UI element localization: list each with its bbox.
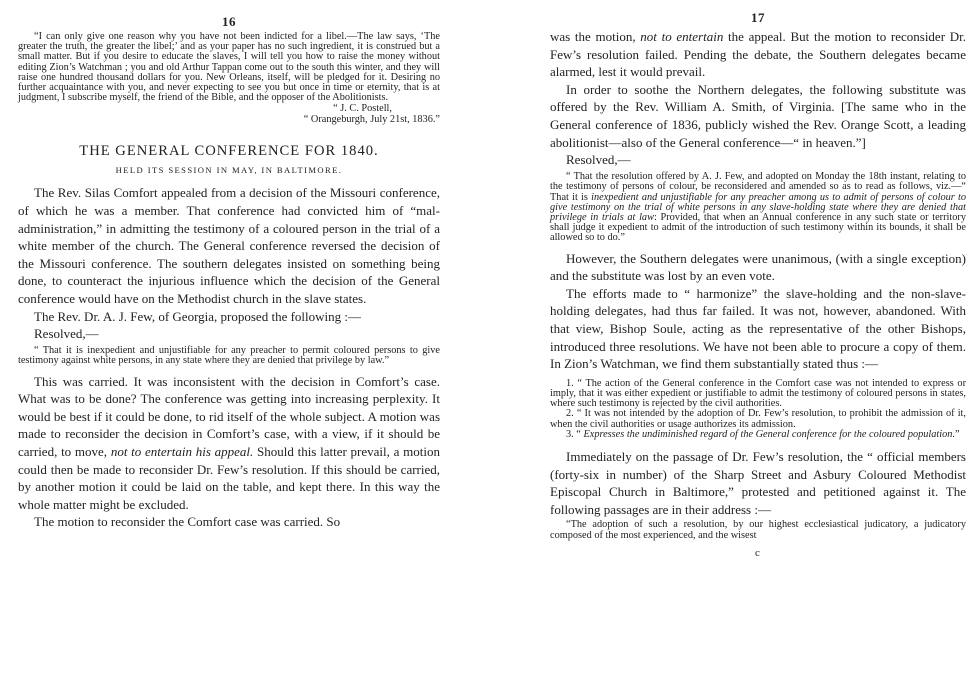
left-page (18, 0, 440, 531)
paragraph (18, 373, 440, 514)
paragraph: The Rev. Dr. A. J. Few, of Georgia, proposed the following :— (34, 308, 361, 324)
paragraph: The Rev. Silas Comfort appealed from a decision of the Missouri conference, of which he was a member. That conference had convicted him of “mal-administration,” in admitting the testimony of a coloured person in the trial of a white member of the church. The General conference reversed the decision of the Missouri conference. The southern delegates insisted on something being done, to counteract the injurious influence which the decision of the General conference would have on the Methodist church in the slave states. (18, 185, 440, 306)
emphasis-text: not to entertain (640, 29, 724, 44)
resolved-label: Resolved,— (34, 326, 99, 342)
text-run: was the motion, (550, 29, 641, 44)
right-page (550, 0, 966, 559)
paragraph: The efforts made to “ harmonize” the slave-holding and the non-slave-holding delegates, had thus far failed. It was not, however, abandoned. With that view, Bishop Soule, acting as the representative of the other Bishops, introduced three resolutions. We have not been able to procure a copy of them. In Zion’s Watchman, we find them substantially stated thus :— (550, 285, 966, 372)
section-subtitle: HELD ITS SESSION IN MAY, IN BALTIMORE. (115, 165, 343, 176)
text-run: the appeal. But the motion to reconsider Dr. Few’s resolution failed. Pending the debate, the Southern delegates became alarmed, lest it would prevail. (550, 29, 966, 80)
text-run: 3. “ (566, 428, 584, 440)
text-run: Should this latter prevail, a motion could then be made to reconsider Dr. Few’s resolution. If this should be carried, by another motion it could be laid on the table, and kept there. In this way the whole matter might be excluded. (18, 443, 440, 512)
section-title: THE GENERAL CONFERENCE FOR 1840. (79, 143, 379, 160)
emphasis-text: inexpedient and unjustifiable for any preacher among us to admit of persons of colour to give testimony on the trial of white persons in any slave-holding state where they are denied that privilege in trials at law (550, 191, 967, 223)
paragraph: Immediately on the passage of Dr. Few’s resolution, the “ official members (forty-six in number) of the Sharp Street and Asbury Coloured Methodist Episcopal Church in Baltimore,” protested and petitioned against it. The following passages are in their address :— (550, 448, 966, 517)
resolution-item: 2. “ It was not intended by the adoption of Dr. Few’s resolution, to prohibit the admission of it, when the civil authorities or usage authorizes its admission. (550, 408, 966, 430)
paragraph: However, the Southern delegates were unanimous, (with a single exception) and the substitute was lost by an even vote. (550, 250, 966, 284)
resolution-item: 1. “ The action of the General conference in the Comfort case was not intended to express or imply, that it was either expedient or justifiable to admit the testimony of coloured persons in states, where such testimony is rejected by the civil authorities. (550, 377, 966, 410)
page-number: 16 (222, 14, 236, 29)
text-run: This was carried. It was inconsistent with the decision in Comfort’s case. What was to be done? The conference was getting into increasing perplexity. It would be best if it could be done, to rid itself of the whole subject. A motion was made to reconsider the decision in Comfort’s case, with a view, if it should be carried, to move, (18, 373, 440, 459)
text-run: “ That the resolution offered by A. J. Few, and adopted on Monday the 18th instant, relating to the testimony of persons of colour, be reconsidered and amended so as to read as follows, viz.—“ That it is (550, 171, 966, 203)
paragraph: In order to soothe the Northern delegates, the following substitute was offered by the Rev. William A. Smith, of Virginia. [The same who in the General conference of 1836, publicly wished the Rev. Orange Scott, a leading abolitionist—also of the General conference—“ in heaven.”] (550, 81, 966, 150)
resolution-quote (550, 172, 966, 243)
emphasis-text: Expresses the undiminished regard of the General conference for the coloured population. (583, 428, 956, 440)
signature-mark: c (755, 546, 761, 559)
text-run: ” (955, 428, 960, 440)
paragraph (550, 28, 966, 81)
signature-place: “ Orangeburgh, July 21st, 1836.” (303, 114, 440, 126)
quote-paragraph: “I can only give one reason why you have not been indicted for a libel.—The law says, ‘The greater the truth, the greater the libel;’ and as your paper has no such ingredient, it is construed but a small matter. But if you desire to educate the slaves, I will tell you how to raise the money without editing Zion’s Watchman ; you and old Arthur Tappan come out to the south this winter, and they will raise one hundred thousand dollars for you. New Orleans, itself, will be pledged for it. Desiring no further acquaintance with you, and never expecting to see you but once in time or eternity, that is at judgment, I subscribe myself, the friend of the Bible, and the opposer of the Abolitionists. (18, 31, 440, 104)
paragraph: The motion to reconsider the Comfort case was carried. So (34, 514, 341, 530)
page-number: 17 (751, 10, 765, 25)
address-quote: “The adoption of such a resolution, by our highest ecclesiastical judicatory, a judicatory composed of the most experienced, and the wisest (550, 519, 966, 541)
resolution-quote: “ That it is inexpedient and unjustifiable for any preacher to permit coloured persons to give testimony against white persons, in any state where they are denied that privilege by law.” (18, 345, 440, 367)
text-run: : Provided, that when an Annual conference in any such state or territory shall judge it expedient to admit of the introduction of such testimony within its bounds, it shall be allowed so to do.” (550, 211, 966, 244)
emphasis-text: not to entertain his appeal. (110, 443, 254, 459)
resolved-label: Resolved,— (566, 152, 631, 168)
spacer (550, 440, 966, 448)
signature-name: “ J. C. Postell, (333, 103, 392, 115)
resolution-item (550, 430, 966, 440)
